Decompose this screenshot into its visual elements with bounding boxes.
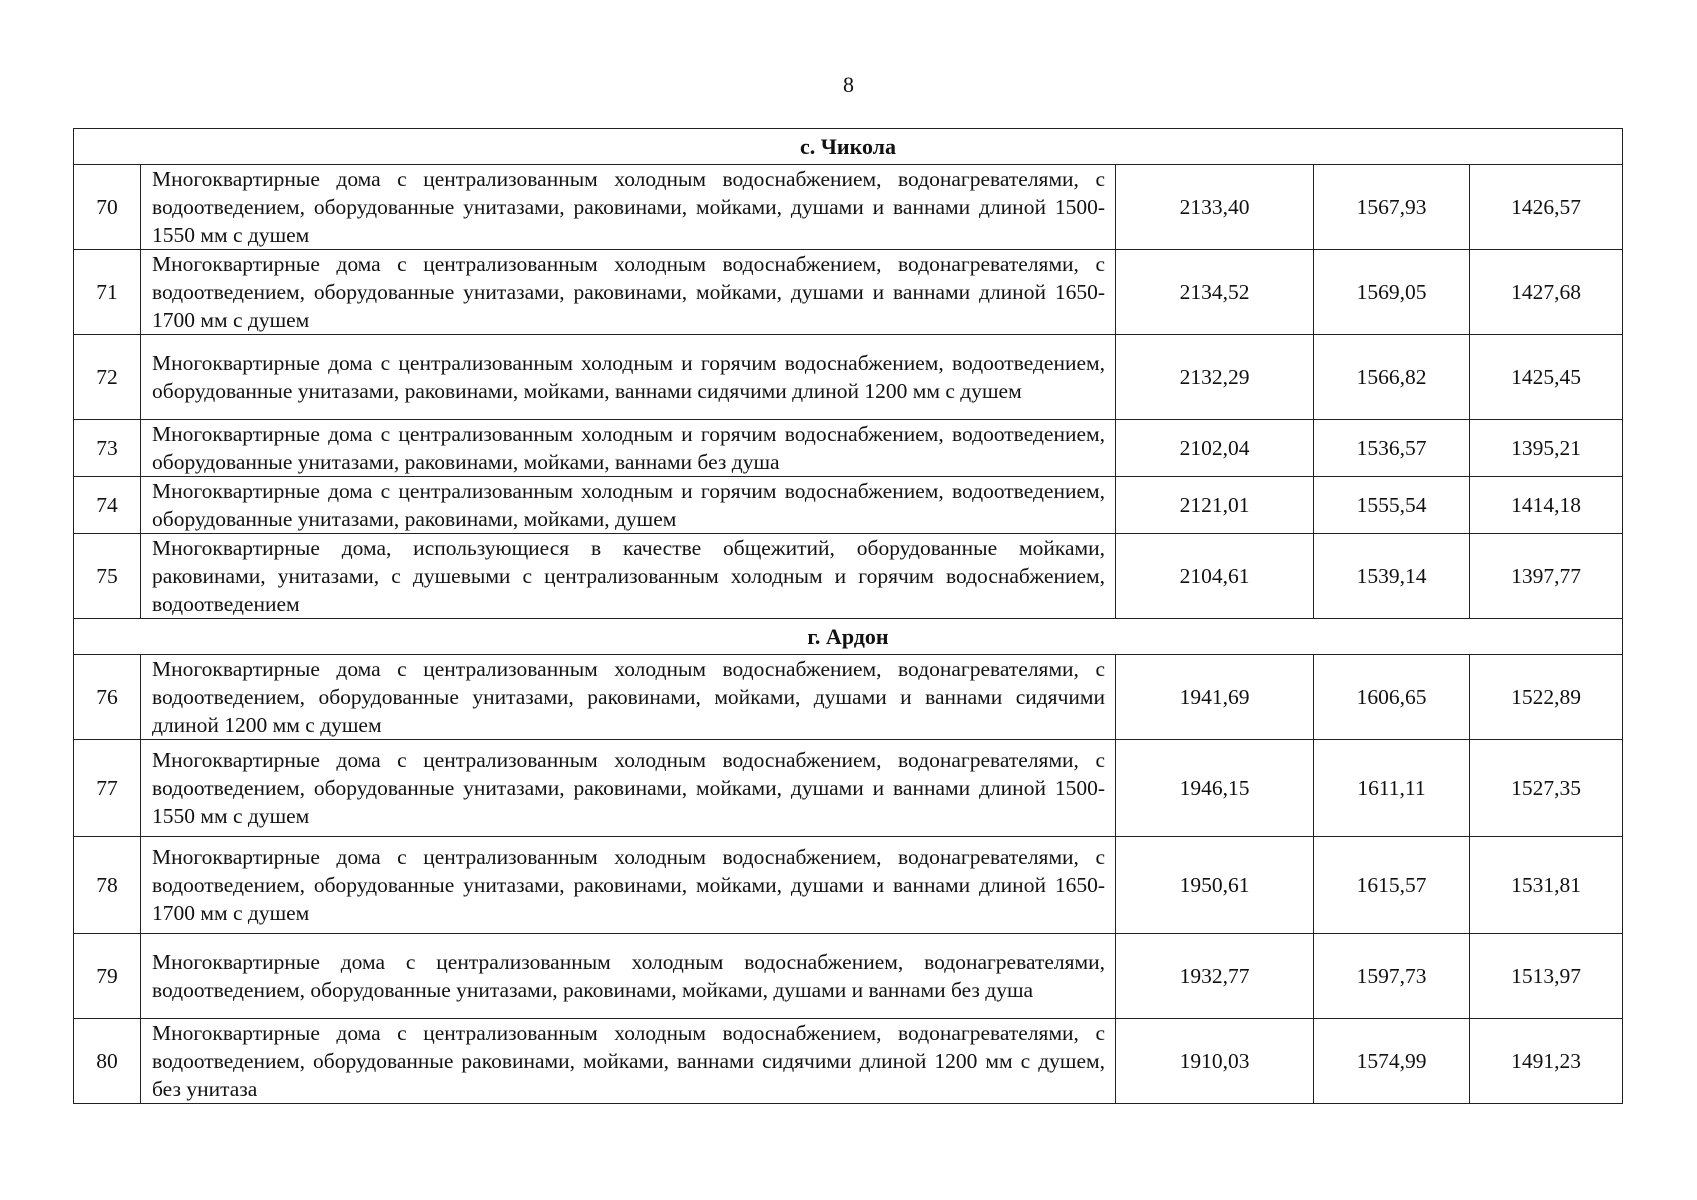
row-value-2: 1615,57 xyxy=(1314,837,1470,934)
row-description: Многоквартирные дома с централизованным холодным водоснабжением, водонагревателями, с водоотведением, оборудованные унитазами, раковинами, мойками, душами и ваннами сидячими длиной 1200 мм с душем xyxy=(141,655,1116,740)
row-value-2: 1536,57 xyxy=(1314,420,1470,477)
row-description: Многоквартирные дома с централизованным холодным и горячим водоснабжением, водоотведением, оборудованные унитазами, раковинами, мойками, ваннами сидячими длиной 1200 мм с душем xyxy=(141,335,1116,420)
row-value-1: 1946,15 xyxy=(1116,740,1314,837)
row-number: 78 xyxy=(74,837,141,934)
row-value-2: 1555,54 xyxy=(1314,477,1470,534)
row-value-2: 1569,05 xyxy=(1314,250,1470,335)
row-description: Многоквартирные дома с централизованным холодным водоснабжением, водонагревателями, с водоотведением, оборудованные унитазами, раковинами, мойками, душами и ваннами длиной 1500-1550 мм с душем xyxy=(141,165,1116,250)
row-value-1: 1941,69 xyxy=(1116,655,1314,740)
row-value-2: 1606,65 xyxy=(1314,655,1470,740)
table-row xyxy=(74,420,1623,477)
row-value-2: 1597,73 xyxy=(1314,934,1470,1019)
row-value-3: 1427,68 xyxy=(1470,250,1623,335)
row-value-3: 1513,97 xyxy=(1470,934,1623,1019)
table-row xyxy=(74,740,1623,837)
row-number: 73 xyxy=(74,420,141,477)
table-row xyxy=(74,655,1623,740)
row-number: 75 xyxy=(74,534,141,619)
table-row xyxy=(74,1019,1623,1104)
row-description: Многоквартирные дома, использующиеся в качестве общежитий, оборудованные мойками, раковинами, унитазами, с душевыми с централизованным холодным и горячим водоснабжением, водоотведением xyxy=(141,534,1116,619)
table-row xyxy=(74,165,1623,250)
row-value-1: 1950,61 xyxy=(1116,837,1314,934)
row-value-1: 2104,61 xyxy=(1116,534,1314,619)
row-value-3: 1414,18 xyxy=(1470,477,1623,534)
row-value-1: 1932,77 xyxy=(1116,934,1314,1019)
row-value-3: 1395,21 xyxy=(1470,420,1623,477)
table-row xyxy=(74,335,1623,420)
row-value-1: 2132,29 xyxy=(1116,335,1314,420)
row-value-3: 1426,57 xyxy=(1470,165,1623,250)
row-description: Многоквартирные дома с централизованным холодным водоснабжением, водонагревателями, водоотведением, оборудованные унитазами, раковинами, мойками, душами и ваннами без душа xyxy=(141,934,1116,1019)
table-row xyxy=(74,837,1623,934)
row-value-2: 1611,11 xyxy=(1314,740,1470,837)
row-description: Многоквартирные дома с централизованным холодным и горячим водоснабжением, водоотведением, оборудованные унитазами, раковинами, мойками, душем xyxy=(141,477,1116,534)
row-value-3: 1397,77 xyxy=(1470,534,1623,619)
row-number: 80 xyxy=(74,1019,141,1104)
row-description: Многоквартирные дома с централизованным холодным водоснабжением, водонагревателями, с водоотведением, оборудованные раковинами, мойками, ваннами сидячими длиной 1200 мм с душем, без унитаза xyxy=(141,1019,1116,1104)
row-number: 76 xyxy=(74,655,141,740)
tariff-table xyxy=(73,128,1623,1104)
row-value-1: 2102,04 xyxy=(1116,420,1314,477)
page-number: 8 xyxy=(843,72,854,97)
row-value-1: 2121,01 xyxy=(1116,477,1314,534)
row-value-3: 1531,81 xyxy=(1470,837,1623,934)
row-number: 79 xyxy=(74,934,141,1019)
row-number: 72 xyxy=(74,335,141,420)
row-value-1: 1910,03 xyxy=(1116,1019,1314,1104)
row-value-3: 1491,23 xyxy=(1470,1019,1623,1104)
row-number: 70 xyxy=(74,165,141,250)
row-value-2: 1567,93 xyxy=(1314,165,1470,250)
row-value-3: 1522,89 xyxy=(1470,655,1623,740)
section-header xyxy=(74,619,1623,655)
section-title: с. Чикола xyxy=(74,129,1623,165)
row-number: 77 xyxy=(74,740,141,837)
section-title: г. Ардон xyxy=(74,619,1623,655)
section-header xyxy=(74,129,1623,165)
table-row xyxy=(74,477,1623,534)
row-number: 71 xyxy=(74,250,141,335)
row-value-1: 2134,52 xyxy=(1116,250,1314,335)
table-row xyxy=(74,250,1623,335)
row-value-2: 1566,82 xyxy=(1314,335,1470,420)
table-row xyxy=(74,534,1623,619)
row-value-3: 1527,35 xyxy=(1470,740,1623,837)
row-description: Многоквартирные дома с централизованным холодным водоснабжением, водонагревателями, с водоотведением, оборудованные унитазами, раковинами, мойками, душами и ваннами длиной 1650-1700 мм с душем xyxy=(141,250,1116,335)
row-description: Многоквартирные дома с централизованным холодным водоснабжением, водонагревателями, с водоотведением, оборудованные унитазами, раковинами, мойками, душами и ваннами длиной 1650-1700 мм с душем xyxy=(141,837,1116,934)
row-value-2: 1539,14 xyxy=(1314,534,1470,619)
row-number: 74 xyxy=(74,477,141,534)
row-value-1: 2133,40 xyxy=(1116,165,1314,250)
row-value-3: 1425,45 xyxy=(1470,335,1623,420)
row-description: Многоквартирные дома с централизованным холодным и горячим водоснабжением, водоотведением, оборудованные унитазами, раковинами, мойками, ваннами без душа xyxy=(141,420,1116,477)
row-value-2: 1574,99 xyxy=(1314,1019,1470,1104)
row-description: Многоквартирные дома с централизованным холодным водоснабжением, водонагревателями, с водоотведением, оборудованные унитазами, раковинами, мойками, душами и ваннами длиной 1500-1550 мм с душем xyxy=(141,740,1116,837)
table-row xyxy=(74,934,1623,1019)
